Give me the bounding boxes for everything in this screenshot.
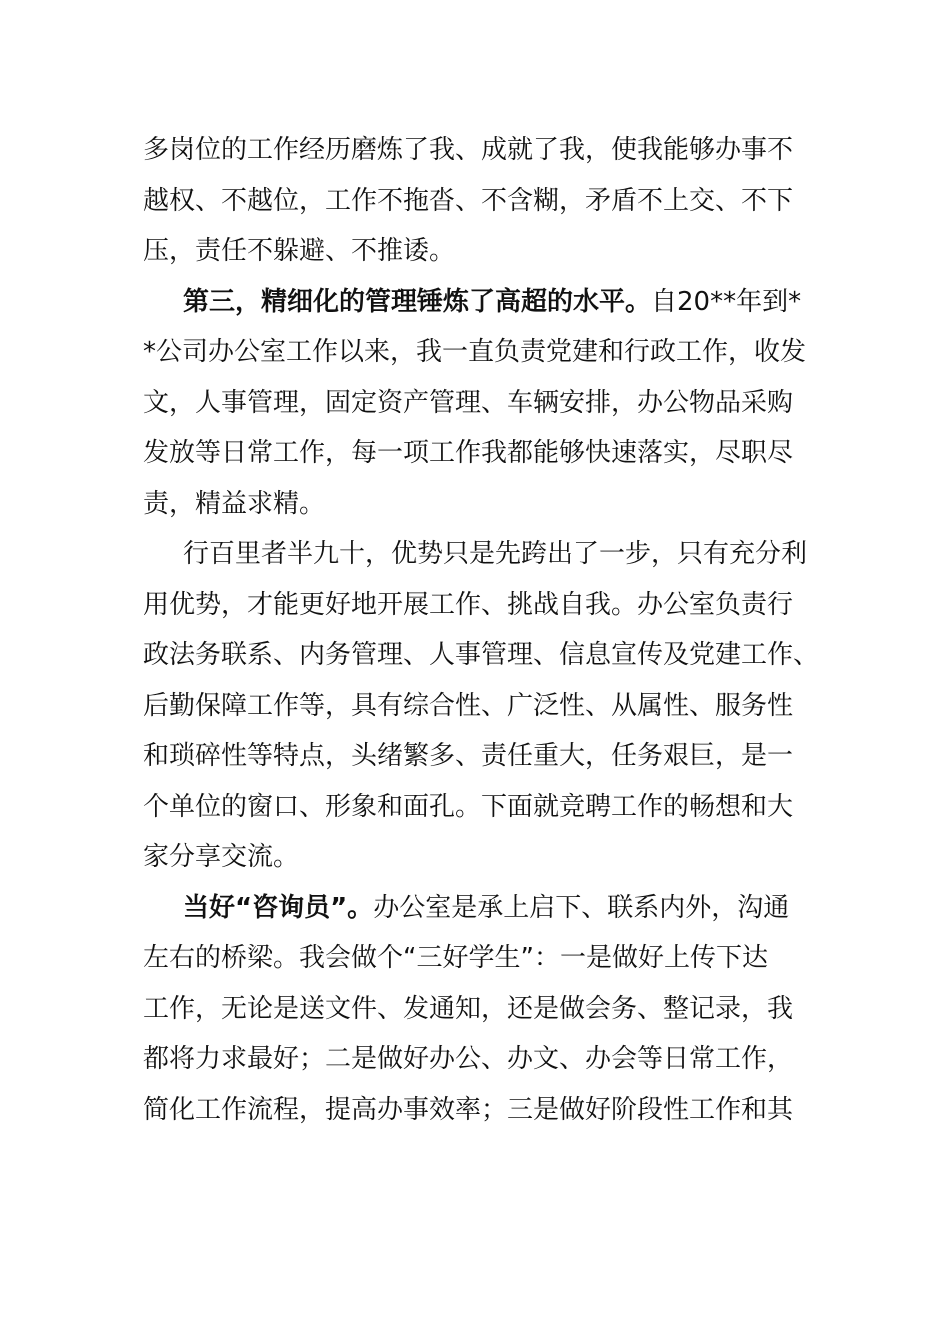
- paragraph-lead-heading: 第三，精细化的管理锤炼了高超的水平。: [183, 286, 652, 317]
- text-line: 和琐碎性等特点，头绪繁多、责任重大，任务艰巨，是一: [143, 741, 794, 771]
- paragraph-lead-heading: 当好“咨询员”。: [183, 892, 374, 923]
- document-body: [143, 125, 820, 1135]
- paragraph-4: [143, 883, 803, 1136]
- text-line: 左右的桥梁。我会做个“三好学生”：一是做好上传下达: [143, 943, 768, 973]
- text-line-first: [143, 277, 803, 328]
- paragraph-1: [143, 125, 803, 277]
- text-line: 都将力求最好；二是做好办公、办文、办会等日常工作，: [143, 1044, 794, 1074]
- text-line: 简化工作流程，提高办事效率；三是做好阶段性工作和其: [143, 1094, 794, 1125]
- text-line-first: 行百里者半九十，优势只是先跨出了一步，只有充分利: [183, 539, 808, 569]
- text-line: 个单位的窗口、形象和面孔。下面就竞聘工作的畅想和大: [143, 791, 794, 822]
- text-line: 后勤保障工作等，具有综合性、广泛性、从属性、服务性: [143, 690, 794, 721]
- text-line: 家分享交流。: [143, 842, 300, 872]
- paragraph-2: [143, 277, 807, 530]
- text-line: 多岗位的工作经历磨炼了我、成就了我，使我能够办事不: [143, 135, 794, 165]
- text-run: 自20**年到*: [651, 286, 802, 317]
- text-line: 用优势，才能更好地开展工作、挑战自我。办公室负责行: [143, 589, 794, 620]
- text-line: 文，人事管理，固定资产管理、车辆安排，办公物品采购: [143, 387, 794, 418]
- text-line: 工作，无论是送文件、发通知，还是做会务、整记录，我: [143, 993, 794, 1024]
- text-run: 办公室是承上启下、联系内外，沟通: [373, 892, 790, 923]
- text-line: 压，责任不躲避、不推诿。: [143, 236, 456, 266]
- text-line: 政法务联系、内务管理、人事管理、信息宣传及党建工作、: [143, 640, 820, 670]
- text-line: 发放等日常工作，每一项工作我都能够快速落实，尽职尽: [143, 438, 794, 468]
- paragraph-3: [143, 529, 820, 883]
- text-line: 责，精益求精。: [143, 488, 326, 519]
- text-line: 越权、不越位，工作不拖沓、不含糊，矛盾不上交、不下: [143, 185, 794, 216]
- text-line-first: [143, 883, 803, 934]
- text-line: *公司办公室工作以来，我一直负责党建和行政工作，收发: [143, 337, 807, 367]
